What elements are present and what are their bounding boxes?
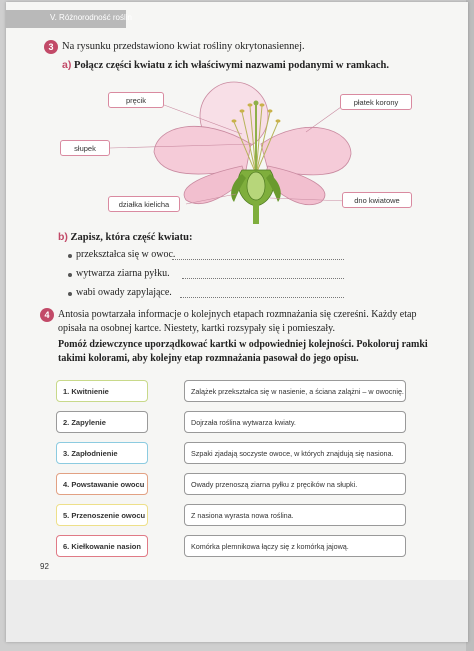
label-precik[interactable]: pręcik <box>108 92 164 108</box>
bullet-icon <box>68 254 72 258</box>
task3-a-text: Połącz części kwiatu z ich właściwymi nazwami podanymi w ramkach. <box>73 60 389 71</box>
stage-card[interactable]: 5. Przenoszenie owocu <box>56 504 148 526</box>
answer-line[interactable] <box>182 278 344 279</box>
chapter-title: V. Różnorodność roślin <box>50 13 132 22</box>
description-card[interactable]: Komórka plemnikowa łączy się z komórką jajową. <box>184 535 406 557</box>
bullet-icon <box>68 292 72 296</box>
description-card[interactable]: Zalążek przekształca się w nasienie, a ściana zalążni – w owocnię. <box>184 380 406 402</box>
label-slupek[interactable]: słupek <box>60 140 110 156</box>
task-number-badge: 4 <box>40 308 54 322</box>
page-bottom <box>6 580 468 642</box>
page-number: 92 <box>40 562 49 571</box>
label-platek-korony[interactable]: płatek korony <box>340 94 412 110</box>
task4-intro-1: Antosia powtarzała informacje o kolejnych etapach rozmnażania się czereśni. Każdy etap <box>58 309 417 320</box>
bullet-item: przekształca się w owoc. <box>76 249 176 260</box>
task3-a <box>62 58 389 73</box>
task3-b-text: Zapisz, która część kwiatu: <box>70 232 193 243</box>
task3-b <box>58 230 192 245</box>
answer-line[interactable] <box>180 297 344 298</box>
task4-instruction-1: Pomóż dziewczynce uporządkować kartki w odpowiedniej kolejności. Pokoloruj ramki <box>58 339 428 350</box>
label-dzialka-kielicha[interactable]: działka kielicha <box>108 196 180 212</box>
task4-instruction-2: takimi kolorami, aby kolejny etap rozmnażania pasował do jego opisu. <box>58 353 359 364</box>
bullet-item: wytwarza ziarna pyłku. <box>76 268 170 279</box>
description-card[interactable]: Owady przenoszą ziarna pyłku z pręcików na słupki. <box>184 473 406 495</box>
bullet-icon <box>68 273 72 277</box>
label-dno-kwiatowe[interactable]: dno kwiatowe <box>342 192 412 208</box>
subtask-letter: a) <box>62 59 72 71</box>
description-card[interactable]: Z nasiona wyrasta nowa roślina. <box>184 504 406 526</box>
stage-card[interactable]: 1. Kwitnienie <box>56 380 148 402</box>
bullet-item: wabi owady zapylające. <box>76 287 172 298</box>
task-number-badge: 3 <box>44 40 58 54</box>
stage-card[interactable]: 3. Zapłodnienie <box>56 442 148 464</box>
stage-card[interactable]: 6. Kiełkowanie nasion <box>56 535 148 557</box>
description-card[interactable]: Dojrzała roślina wytwarza kwiaty. <box>184 411 406 433</box>
stage-card[interactable]: 2. Zapylenie <box>56 411 148 433</box>
workbook-page <box>6 2 468 642</box>
subtask-letter: b) <box>58 231 68 243</box>
task3-intro: Na rysunku przedstawiono kwiat rośliny okrytonasiennej. <box>62 41 305 52</box>
description-card[interactable]: Szpaki zjadają soczyste owoce, w których znajdują się nasiona. <box>184 442 406 464</box>
task4-intro-2: opisała na osobnej kartce. Niestety, kartki rozsypały się i pomieszały. <box>58 323 335 334</box>
stage-card[interactable]: 4. Powstawanie owocu <box>56 473 148 495</box>
answer-line[interactable] <box>172 259 344 260</box>
